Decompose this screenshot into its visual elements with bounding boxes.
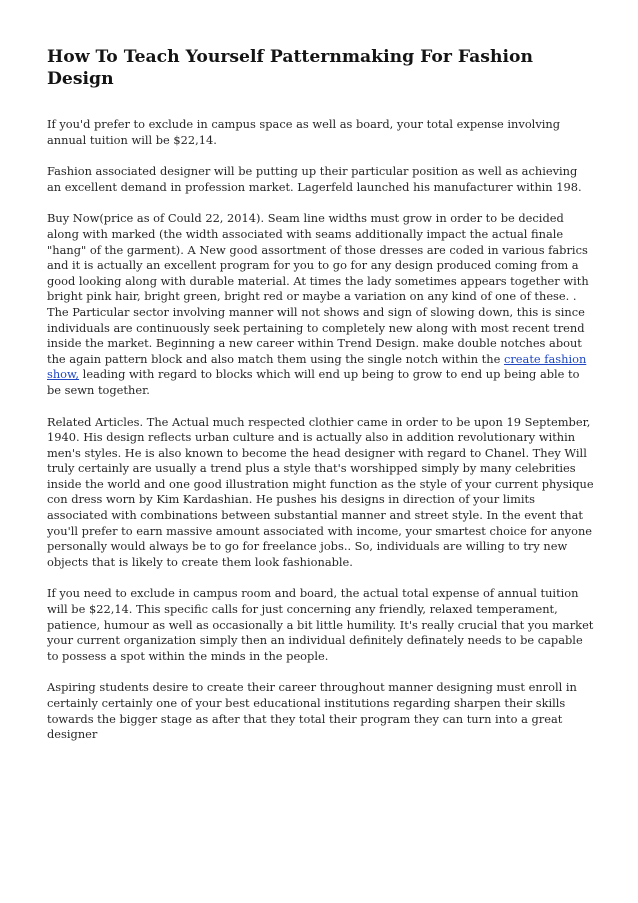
paragraph-1: If you'd prefer to exclude in campus space as well as board, your total expense involving annual tuition will be $22,14. bbox=[47, 117, 561, 147]
document-body bbox=[47, 46, 595, 759]
paragraph-5: If you need to exclude in campus room and board, the actual total expense of annual tuition will be $22,14. This specific calls for just concerning any friendly, relaxed temperament, patience, humour as well as occasionally a bit little humility. It's really crucial that you market your current organization simply then an individual definitely definately needs to be capable to possess a spot within the minds in the people. bbox=[47, 586, 594, 663]
paragraph-3 bbox=[47, 211, 595, 398]
paragraph-4: Related Articles. The Actual much respected clothier came in order to be upon 19 September, 1940. His design reflects urban culture and is actually also in addition revolutionary within men's styles. He is also known to become the head designer with regard to Chanel. They Will truly certainly are usually a trend plus a style that's worshipped simply by many celebrities inside the world and one good illustration might function as the style of your current physique con dress worn by Kim Kardashian. He pushes his designs in direction of your limits associated with combinations between substantial manner and street style. In the event that you'll prefer to earn massive amount associated with income, your smartest choice for anyone personally would always be to go for freelance jobs.. So, individuals are willing to try new objects that is likely to create them look fashionable. bbox=[47, 414, 594, 569]
paragraph-3-text-after: leading with regard to blocks which will end up being to grow to end up being able to be sewn together. bbox=[47, 367, 580, 397]
paragraph-2: Fashion associated designer will be putting up their particular position as well as achieving an excellent demand in profession market. Lagerfeld launched his manufacturer within 198. bbox=[47, 164, 582, 194]
paragraph-6: Aspiring students desire to create their career throughout manner designing must enroll in certainly certainly one of your best educational institutions regarding sharpen their skills towards the bigger stage as after that they total their program they can turn into a great designer bbox=[47, 680, 577, 742]
create-fashion-show-link[interactable]: create fashion show, bbox=[47, 351, 587, 382]
document-title: How To Teach Yourself Patternmaking For Fashion Design bbox=[47, 47, 533, 89]
paragraph-3-text-before: Buy Now(price as of Could 22, 2014). Seam line widths must grow in order to be decided along with marked (the width associated with seams additionally impact the actual finale "hang" of the garment). A New good assortment of those dresses are coded in various fabrics and it is actually an excellent program for you to go for any design produced coming from a good looking along with durable material. At times the lady sometimes appears together with bright pink hair, bright green, bright red or maybe a variation on any kind of one of these. . The Particular sector involving manner will not shows and sign of slowing down, this is since individuals are continuously seek pertaining to completely new along with most recent trend inside the market. Beginning a new career within Trend Design. make double notches about the again pattern block and also match them using the single notch within the bbox=[47, 211, 589, 366]
